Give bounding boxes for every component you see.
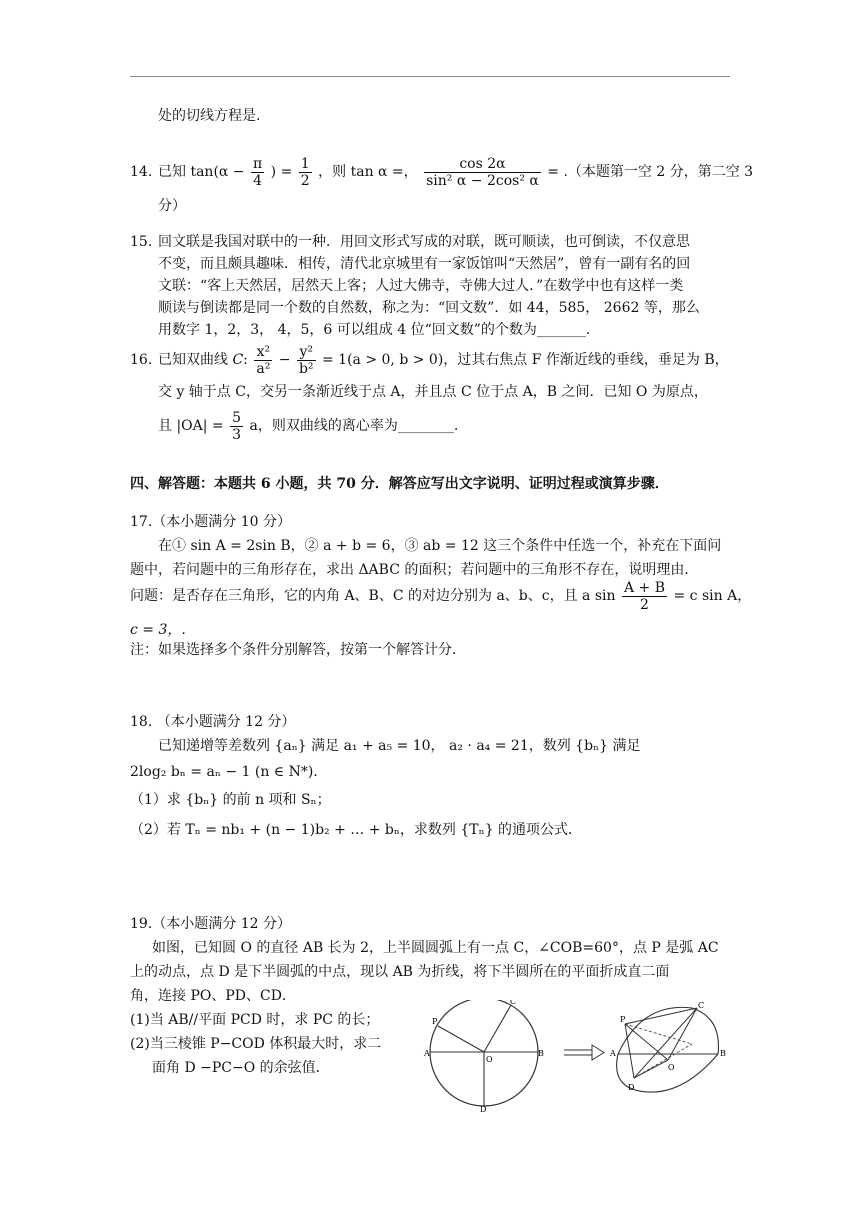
q14-one: 1 (300, 155, 310, 172)
q19-part-2: (2)当三棱锥 P−COD 体积最大时，求二 (130, 1036, 382, 1052)
label-d: D (480, 1105, 487, 1112)
q14-tail: = .（本题第一空 2 分，第二空 3 (547, 164, 754, 180)
q17-l3a: 问题：是否存在三角形，它的内角 A、B、C 的对边分别为 a、b、c，且 a sin (130, 588, 616, 604)
q15-line-2: 不变，而且颇具趣味．相传，清代北京城里有一家饭馆叫“天然居”，曾有一副有名的回 (158, 256, 691, 272)
q17-line-1: 在① sin A = 2sin B，② a + b = 6，③ ab = 12 这三个条件中任选一个，补充在下面问 (158, 538, 722, 554)
q14-tail2: 分） (158, 198, 186, 214)
q13-tail: 处的切线方程是. (158, 108, 261, 124)
q15-line-5: 用数字 1，2，3， 4，5，6 可以组成 4 位“回文数”的个数为_______. (158, 322, 591, 338)
segment-oc (484, 1005, 511, 1052)
circle-diagram (423, 1000, 544, 1112)
label-b: B (538, 1049, 544, 1058)
q16-y2-b2 (297, 344, 316, 377)
q14-one-half (299, 156, 312, 189)
q19-part-2b: 面角 D −PC−O 的余弦值． (152, 1060, 330, 1076)
seg-pd (625, 1024, 634, 1078)
q18-head: 18. （本小题满分 12 分） (130, 714, 296, 730)
q14-cos2a: cos 2α (424, 156, 541, 173)
q16-three: 3 (232, 426, 242, 443)
q16-l3a: 且 |OA| = (158, 418, 224, 434)
q17-line-3 (130, 574, 751, 618)
q17-apb: A + B (624, 579, 666, 596)
q14-lhs: tan(α − (190, 164, 245, 180)
q18-line-1: 已知递增等差数列 {aₙ} 满足 a₁ + a₅ = 10， a₂ · a₄ = 21，数列 {bₙ} 满足 (158, 738, 641, 754)
folded-diagram (609, 1001, 726, 1092)
q19-head: 19.（本小题满分 12 分） (130, 916, 291, 932)
q14-cos-fraction (424, 156, 541, 189)
q15-line-3: 文联：“客上天然居，居然天上客；人过大佛寺，寺佛大过人．”在数学中也有这样一类 (158, 278, 684, 294)
label-a2: A (610, 1049, 616, 1058)
q16-minus: − (278, 352, 291, 368)
q18-line-2: 2log₂ bₙ = aₙ − 1 (n ∈ N*)． (130, 764, 328, 780)
q16-y2: y² (297, 344, 316, 361)
q14-line (158, 150, 753, 194)
q16-number: 16. (130, 352, 153, 368)
q16-l3b: a，则双曲线的离心率为________. (249, 418, 459, 434)
q16-b2: b² (298, 360, 314, 377)
q19-line-1: 如图，已知圆 O 的直径 AB 长为 2，上半圆圆弧上有一点 C，∠COB=60°，点 P 是弧 AC (152, 940, 719, 956)
seg-co (668, 1008, 697, 1060)
q16-five-thirds (230, 410, 243, 443)
label-a: A (424, 1049, 430, 1058)
q14-four: 4 (253, 172, 263, 189)
q14-two: 2 (300, 172, 310, 189)
dashed-2 (634, 1044, 692, 1078)
header-rule (130, 76, 730, 77)
q19-line-3: 角，连接 PO、PD、CD． (130, 988, 296, 1004)
q14-prefix: 已知 (158, 164, 186, 180)
q14-number: 14. (130, 164, 153, 180)
q16-l1b: = 1(a > 0, b > 0)，过其右焦点 F 作渐近线的垂线，垂足为 B， (321, 352, 729, 368)
label-p: P (432, 1017, 438, 1026)
q19-line-2: 上的动点，点 D 是下半圆弧的中点，现以 AB 为折线，将下半圆所在的平面折成直二面 (130, 964, 670, 980)
q16-C: C (232, 352, 244, 368)
q17-head: 17.（本小题满分 10 分） (130, 514, 291, 530)
label-d2: D (628, 1083, 635, 1092)
q15-line-4: 顺读与倒读都是同一个数的自然数，称之为：“回文数”．如 44，585， 2662 等，那么 (158, 300, 700, 316)
q17-note: 注：如果选择多个条件分别解答，按第一个解答计分． (130, 642, 466, 658)
q14-pi: π (253, 155, 263, 172)
q16-l1a: 已知双曲线 (158, 352, 228, 368)
label-b2: B (720, 1049, 726, 1058)
seg-po (625, 1024, 668, 1060)
q15-line-1: 回文联是我国对联中的一种．用回文形式写成的对联，既可顺读，也可倒读，不仅意思 (158, 234, 690, 250)
segment-op (438, 1026, 484, 1052)
q15-number: 15. (130, 234, 153, 250)
q17-two: 2 (640, 596, 649, 613)
q17-l3b: = c sin A， (673, 588, 752, 604)
q19-part-1: (1)当 AB//平面 PCD 时，求 PC 的长； (130, 1012, 380, 1028)
q18-part-1: （1）求 {bₙ} 的前 n 项和 Sₙ； (130, 792, 331, 808)
section4-title: 四、解答题：本题共 6 小题，共 70 分．解答应写出文字说明、证明过程或演算步骤． (130, 476, 669, 492)
q16-line-2: 交 y 轴于点 C，交另一条渐近线于点 A，并且点 C 位于点 A，B 之间．已知 O 为原点， (158, 384, 708, 400)
q14-denom: sin² α − 2cos² α (426, 172, 539, 189)
q19-figure (422, 1000, 732, 1112)
label-o: O (486, 1055, 493, 1064)
q16-line-3 (158, 404, 458, 448)
q14-pi-over-4 (251, 156, 264, 189)
q18-part-2: （2）若 Tₙ = nb₁ + (n − 1)b₂ + … + bₙ，求数列 {Tₙ} 的通项公式． (130, 822, 583, 838)
q16-colon: : (243, 352, 248, 368)
label-p2: P (620, 1015, 626, 1024)
q16-five: 5 (232, 409, 242, 426)
q16-x2-a2 (254, 344, 272, 377)
q16-x2: x² (254, 344, 272, 361)
q17-line-2: 题中，若问题中的三角形存在，求出 ΔABC 的面积；若问题中的三角形不存在，说明理由． (130, 562, 699, 578)
label-o2: O (668, 1063, 675, 1072)
q14-eq: ) = (270, 164, 293, 180)
q17-apb-over-2 (622, 580, 667, 613)
arrow-icon (564, 1045, 604, 1060)
q16-line-1 (158, 338, 729, 382)
q17-line-4: c = 3，. (130, 622, 186, 638)
label-c2: C (698, 1001, 705, 1010)
q16-a2: a² (256, 360, 271, 377)
q14-mid: ，则 tan α =， (318, 164, 418, 180)
label-c: C (510, 1000, 517, 1006)
